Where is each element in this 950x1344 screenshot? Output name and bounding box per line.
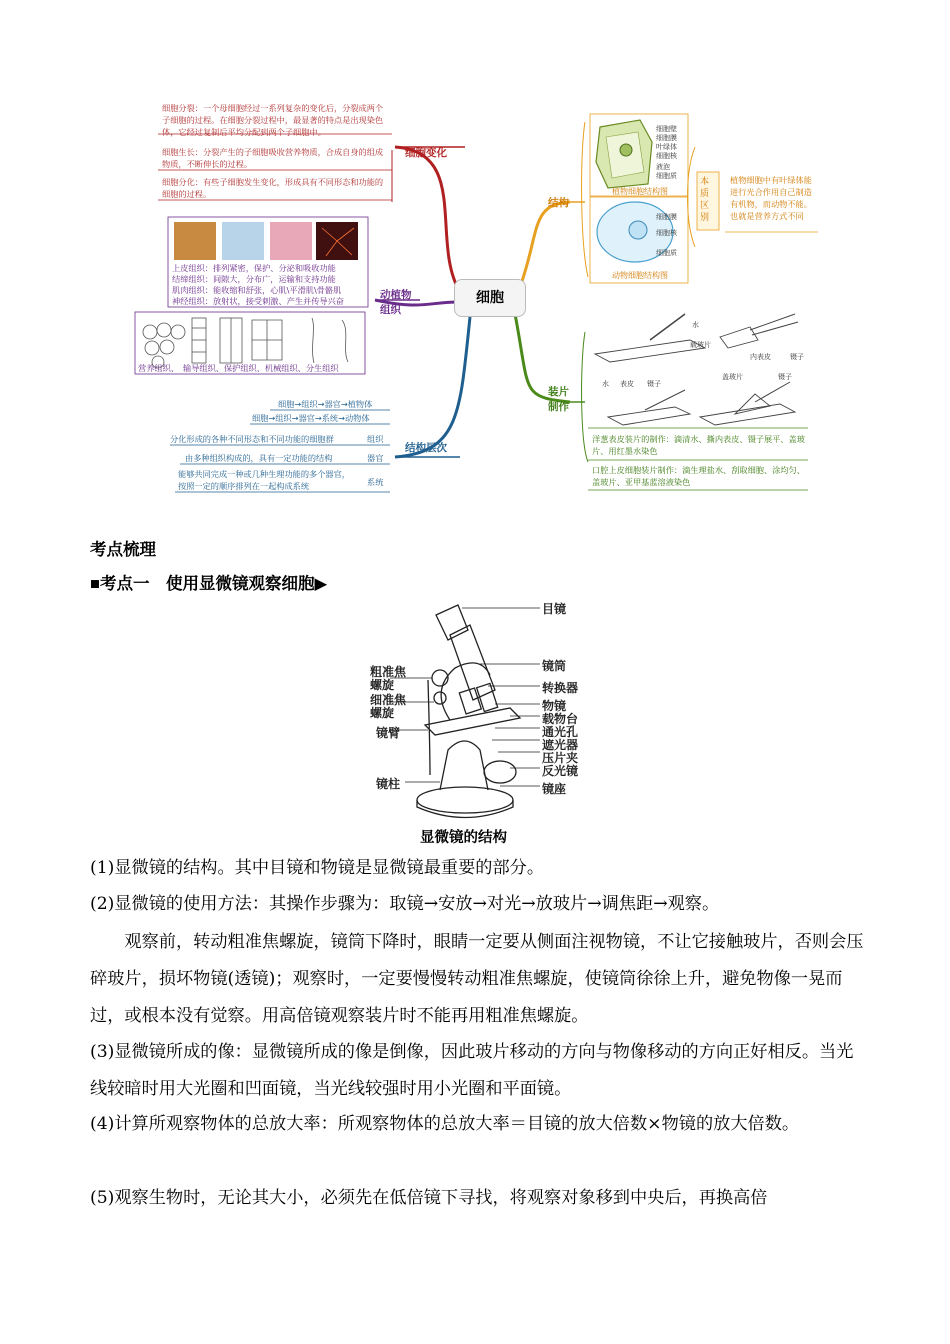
fine-focus-label: 细准焦螺旋 xyxy=(370,693,407,720)
topic-title: ■考点一 使用显微镜观察细胞▶ xyxy=(90,574,328,593)
nerve-tissue-text: 神经组织：放射状，接受刺激、产生并传导兴奋 xyxy=(172,296,344,306)
branch-structure: 结构 xyxy=(548,197,569,209)
slide-label: 镊子 xyxy=(790,353,804,361)
slide-label: 水 xyxy=(602,380,609,388)
cell-differentiation-text: 细胞分化：有些子细胞发生变化，形成具有不同形态和功能的细胞的过程。 xyxy=(162,177,384,199)
tissue-def-text: 分化形成的各种不同形态和不同功能的细胞群 xyxy=(170,434,334,444)
paragraph-structure: (1)显微镜的结构。其中目镜和物镜是显微镜最重要的部分。 xyxy=(90,858,545,878)
animal-level-text: 细胞→组织→器官→系统→动物体 xyxy=(252,413,370,423)
diaphragm-label: 遮光器 xyxy=(542,738,579,752)
connective-tissue-text: 结缔组织：间隙大，分布广，运输和支持功能 xyxy=(172,274,336,284)
slide-label: 载玻片 xyxy=(690,341,711,349)
eyepiece-label: 目镜 xyxy=(542,602,567,616)
branch-structure-level: 结构层次 xyxy=(405,442,447,454)
microscope-diagram xyxy=(370,600,590,850)
section-title: 考点梳理 xyxy=(90,540,156,559)
essential-difference-text: 植物细胞中有叶绿体能进行光合作用自己制造有机物，而动物不能。也就是营养方式不同 xyxy=(730,175,812,221)
plant-cell-label: 细胞质 xyxy=(656,172,677,180)
slide-label: 水 xyxy=(692,321,699,329)
cheek-slide-text: 口腔上皮细胞装片制作：滴生理盐水、刮取细胞、涂均匀、盖玻片、亚甲基蓝溶液染色 xyxy=(592,465,805,487)
plant-cell-label: 细胞壁 xyxy=(656,125,677,133)
paragraph-observation: 观察前，转动粗准焦螺旋，镜筒下降时，眼睛一定要从侧面注视物镜，不让它接触玻片，否则会压碎玻片，损坏物镜(透镜)；观察时，一定要慢慢转动粗准焦螺旋，使镜筒徐徐上升，避免物像一晃而过，或根本没有觉察。用高倍镜观察装片时不能再用粗准焦螺旋。 xyxy=(90,932,864,1026)
essential-difference-label: 本质区别 xyxy=(700,177,710,223)
plant-tissues-text: 营养组织、 输导组织、保护组织、机械组织、分生组织 xyxy=(138,363,339,373)
coarse-focus-label: 粗准焦螺旋 xyxy=(370,665,407,692)
branch-slide-making: 装片制作 xyxy=(548,386,569,413)
slide-label: 表皮 xyxy=(620,380,634,388)
animal-cell-label: 细胞膜 xyxy=(656,213,677,221)
mind-map-center: 细胞 xyxy=(454,279,526,317)
slide-label: 内表皮 xyxy=(750,353,771,361)
cell-division-text: 细胞分裂：一个母细胞经过一系列复杂的变化后，分裂成两个子细胞的过程。在细胞分裂过程中，最显著的特点是出现染色体，它经过复制后平均分配到两个子细胞中。 xyxy=(162,103,384,137)
arm-label: 镜臂 xyxy=(376,726,401,740)
epithelial-tissue-text: 上皮组织：排列紧密，保护、分泌和吸收功能 xyxy=(172,263,336,273)
plant-cell-label: 细胞核 xyxy=(656,152,677,160)
plant-cell-label: 叶绿体 xyxy=(656,143,677,151)
plant-cell-caption: 植物细胞结构图 xyxy=(612,187,668,196)
plant-cell-label: 液泡 xyxy=(656,163,670,171)
system-term: 系统 xyxy=(367,477,384,487)
plant-level-text: 细胞→组织→器官→植物体 xyxy=(278,399,373,409)
slide-label: 镊子 xyxy=(778,373,792,381)
system-def-text: 能够共同完成一种或几种生理功能的多个器官，按照一定的顺序排列在一起构成系统 xyxy=(178,469,350,491)
animal-cell-label: 细胞质 xyxy=(656,249,677,257)
tube-label: 镜筒 xyxy=(542,659,567,673)
stage-clip-label: 压片夹 xyxy=(542,751,579,765)
mirror-label: 反光镜 xyxy=(542,764,579,778)
pillar-label: 镜柱 xyxy=(376,777,401,791)
paragraph-image: (3)显微镜所成的像：显微镜所成的像是倒像，因此玻片移动的方向与物像移动的方向正好相反。当光线较暗时用大光圈和凹面镜，当光线较强时用小光圈和平面镜。 xyxy=(90,1042,854,1099)
paragraph-usage: (2)显微镜的使用方法：其操作步骤为：取镜→安放→对光→放玻片→调焦距→观察。 xyxy=(90,894,720,914)
nosepiece-label: 转换器 xyxy=(542,681,579,695)
paragraph-low-power: (5)观察生物时，无论其大小，必须先在低倍镜下寻找，将观察对象移到中央后，再换高倍 xyxy=(90,1188,768,1208)
microscope-caption: 显微镜的结构 xyxy=(420,829,507,846)
cell-growth-text: 细胞生长：分裂产生的子细胞吸收营养物质，合成自身的组成物质，不断伸长的过程。 xyxy=(162,147,384,169)
plant-cell-label: 细胞膜 xyxy=(656,134,677,142)
mind-map xyxy=(130,92,820,502)
organ-term: 器官 xyxy=(367,453,384,463)
aperture-label: 通光孔 xyxy=(542,725,579,739)
tissue-term: 组织 xyxy=(367,434,384,444)
base-label: 镜座 xyxy=(542,782,567,796)
muscle-tissue-text: 肌肉组织：能收缩和舒张，心肌\平滑肌\骨骼肌 xyxy=(172,285,342,295)
branch-cell-change: 细胞变化 xyxy=(405,147,447,159)
organ-def-text: 由多种组织构成的，具有一定功能的结构 xyxy=(185,453,333,463)
branch-tissue: 动植物组织 xyxy=(380,289,412,316)
slide-label: 盖玻片 xyxy=(722,373,743,381)
onion-slide-text: 洋葱表皮装片的制作：滴清水、撕内表皮、镊子展平、盖玻片、用红墨水染色 xyxy=(592,434,805,456)
slide-label: 镊子 xyxy=(647,380,661,388)
animal-cell-caption: 动物细胞结构图 xyxy=(612,271,668,280)
objective-label: 物镜 xyxy=(542,699,567,713)
animal-cell-label: 细胞核 xyxy=(656,229,677,237)
paragraph-magnification: (4)计算所观察物体的总放大率：所观察物体的总放大率＝目镜的放大倍数×物镜的放大倍数。 xyxy=(90,1114,800,1134)
stage-label: 载物台 xyxy=(542,712,579,726)
